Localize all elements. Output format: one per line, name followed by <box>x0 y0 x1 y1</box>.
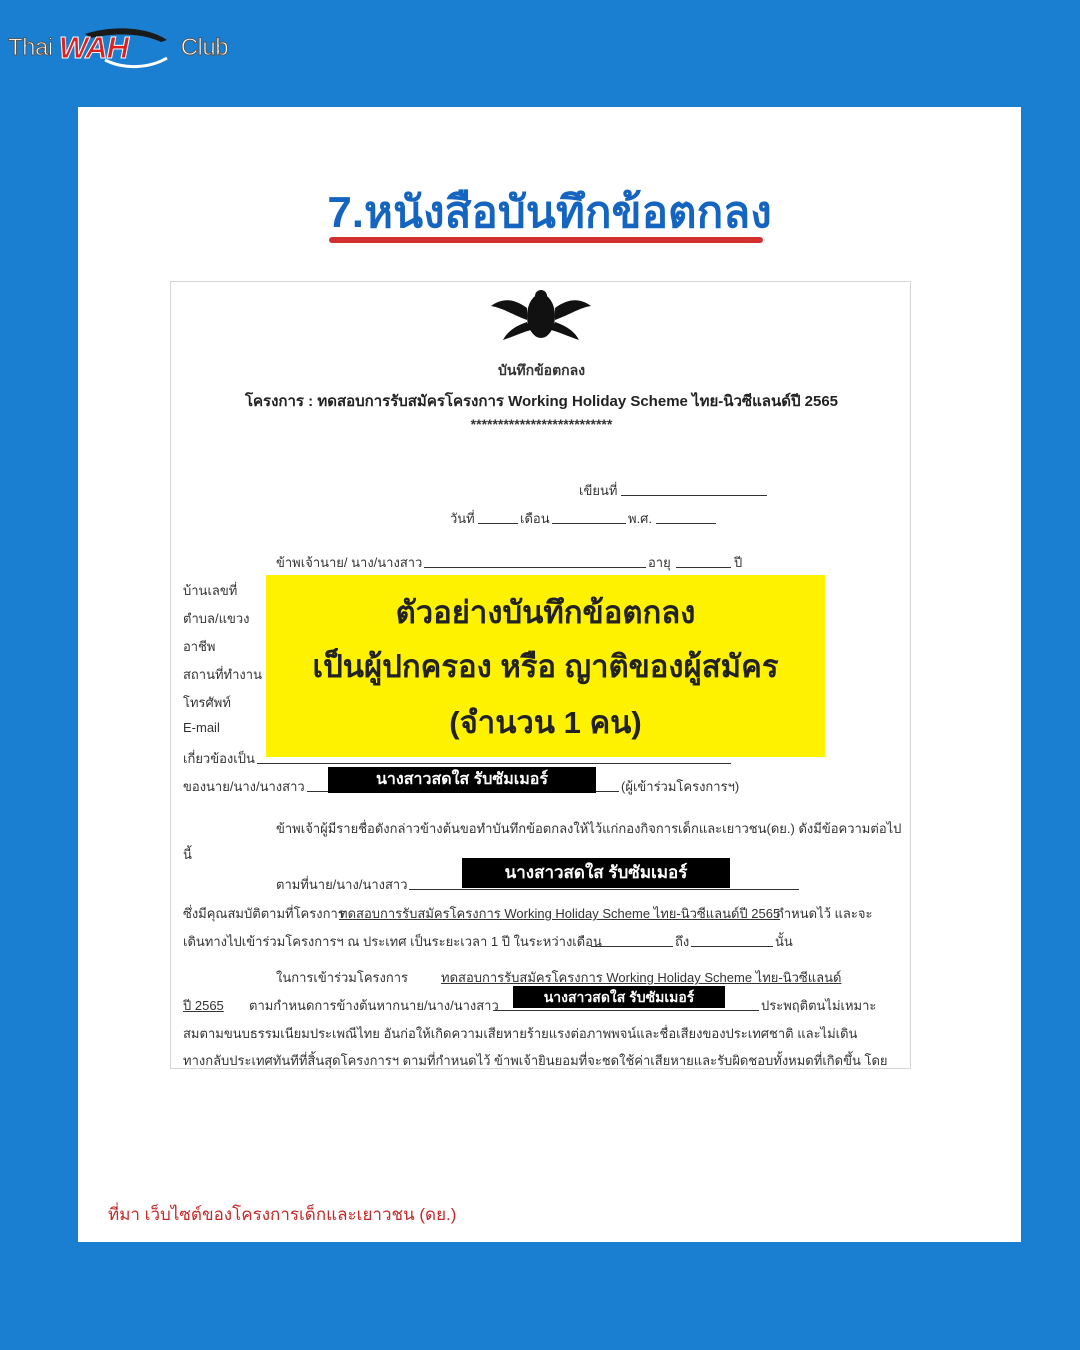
doc-stars: ************************** <box>470 416 613 432</box>
date-day-label: วันที่ <box>450 511 475 526</box>
source-credit: ที่มา เว็บไซต์ของโครงการเด็กและเยาวชน (ดย.) <box>108 1205 457 1224</box>
agreement-document-image <box>170 281 911 1069</box>
i-name-line <box>424 567 646 568</box>
written-at-label: เขียนที่ <box>579 483 618 498</box>
relation-line <box>257 763 731 764</box>
i-name-label: ข้าพเจ้านาย/ นาง/นางสาว <box>276 555 423 570</box>
qual-suffix: กำหนดไว้ และจะ <box>776 906 873 921</box>
name-box-2: นางสาวสดใส รับซัมเมอร์ <box>462 858 730 888</box>
that-label: นั้น <box>775 934 793 949</box>
joining-project: ทดสอบการรับสมัครโครงการ Working Holiday Scheme ไทย-นิวซีแลนด์ <box>441 970 842 985</box>
label-email: E-mail <box>183 720 220 735</box>
para1-end: นี้ <box>183 847 192 862</box>
overlay-line-1: ตัวอย่างบันทึกข้อตกลง <box>395 595 696 630</box>
doc-project-line: โครงการ : ทดสอบการรับสมัครโครงการ Working Holiday Scheme ไทย-นิวซีแลนด์ปี 2565 <box>244 393 839 410</box>
joining-label: ในการเข้าร่วมโครงการ <box>276 970 409 985</box>
label-phone: โทรศัพท์ <box>183 695 231 710</box>
qual-prefix: ซึ่งมีคุณสมบัติตามที่โครงการ <box>183 906 345 921</box>
garuda-emblem-icon <box>481 286 601 348</box>
age-line <box>676 567 731 568</box>
date-month-line <box>552 523 626 524</box>
label-house-no: บ้านเลขที่ <box>183 583 238 598</box>
month-from-line <box>591 946 673 947</box>
year-label: ปี 2565 <box>183 998 224 1013</box>
according-label: ตามที่นาย/นาง/นางสาว <box>276 877 408 892</box>
label-subdistrict: ตำบล/แขวง <box>183 611 250 626</box>
of-person-label: ของนาย/นาง/นางสาว <box>183 779 305 794</box>
page-title: 7.หนังสือบันทึกข้อตกลง <box>327 188 772 237</box>
to-label: ถึง <box>675 934 690 949</box>
date-day-line <box>478 523 518 524</box>
example-overlay-box <box>266 575 825 757</box>
name-box-1: นางสาวสดใส รับซัมเมอร์ <box>328 767 596 793</box>
thaiwah-club-logo <box>8 26 228 70</box>
age-label: อายุ <box>648 555 671 570</box>
label-workplace: สถานที่ทำงาน <box>183 667 262 682</box>
doc-title: บันทึกข้อตกลง <box>497 362 586 378</box>
logo-text-club: Club <box>180 34 229 61</box>
month-to-line <box>691 946 773 947</box>
body-line-a: สมตามขนบธรรมเนียมประเพณีไทย อันก่อให้เกิดความเสียหายร้ายแรงต่อภาพพจน์และชื่อเสียงของประเทศชาติ และไม่เดิน <box>183 1026 858 1041</box>
overlay-line-2: เป็นผู้ปกครอง หรือ ญาติของผู้สมัคร <box>312 649 779 684</box>
if-person-line <box>493 1010 759 1011</box>
date-year-label: พ.ศ. <box>628 511 653 526</box>
date-month-label: เดือน <box>520 511 550 526</box>
logo-text-thai: Thai <box>8 34 53 61</box>
label-relation: เกี่ยวข้องเป็น <box>183 751 255 766</box>
para1: ข้าพเจ้าผู้มีรายชื่อดังกล่าวข้างต้นขอทำบันทึกข้อตกลงให้ไว้แก่กองกิจการเด็กและเยาวชน(ดย.) ดังมีข้อความต่อไป <box>276 821 902 836</box>
travel-text: เดินทางไปเข้าร่วมโครงการฯ ณ ประเทศ เป็นระยะเวลา 1 ปี ในระหว่างเดือน <box>183 934 602 949</box>
according-line <box>409 889 799 890</box>
label-occupation: อาชีพ <box>183 639 216 654</box>
if-person-label: ตามกำหนดการข้างต้นหากนาย/นาง/นางสาว <box>249 998 499 1013</box>
body-line-b: ทางกลับประเทศทันทีที่สิ้นสุดโครงการฯ ตามที่กำหนดไว้ ข้าพเจ้ายินยอมที่จะชดใช้ค่าเสียหายและรับผิดชอบทั้งหมดที่เกิดขึ้น โดย <box>183 1053 888 1068</box>
behave-label: ประพฤติตนไม่เหมาะ <box>761 998 877 1013</box>
overlay-line-3: (จำนวน 1 คน) <box>449 705 642 740</box>
logo-text-wah: WAH <box>58 30 129 65</box>
logo-mark <box>55 26 179 70</box>
title-underline <box>329 237 763 243</box>
name-box-3: นางสาวสดใส รับซัมเมอร์ <box>513 986 725 1008</box>
date-year-line <box>656 523 716 524</box>
written-at-line <box>621 495 767 496</box>
age-unit: ปี <box>734 555 743 570</box>
participant-suffix: (ผู้เข้าร่วมโครงการฯ) <box>621 779 740 794</box>
qual-project: ทดสอบการรับสมัครโครงการ Working Holiday Scheme ไทย-นิวซีแลนด์ปี 2565 <box>339 906 781 921</box>
